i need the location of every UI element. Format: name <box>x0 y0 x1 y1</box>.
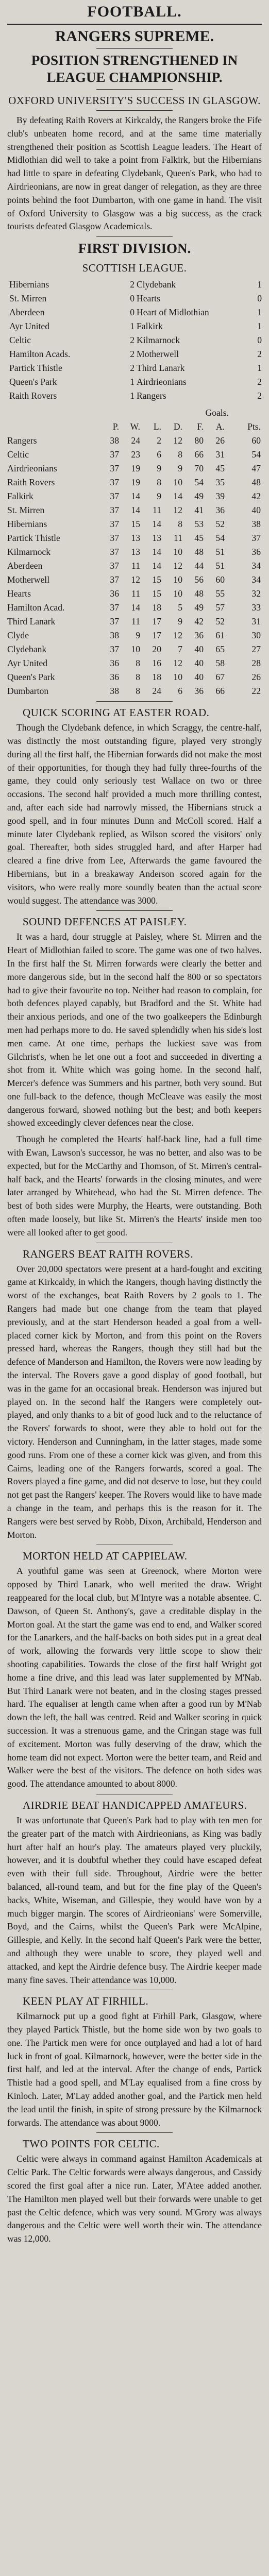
away-team: Heart of Midlothian <box>137 307 209 318</box>
table-cell-w: 8 <box>136 658 140 669</box>
table-cell-l: 14 <box>152 547 161 557</box>
table-cell-a: 52 <box>215 519 225 530</box>
table-cell-f: 54 <box>194 477 204 488</box>
table-cell-a: 67 <box>215 672 225 683</box>
result-row <box>7 375 262 389</box>
table-cell-pts: 30 <box>251 630 261 641</box>
home-score: 1 <box>130 321 134 332</box>
table-row <box>7 503 262 517</box>
league-table <box>7 406 262 698</box>
table-cell-w: 15 <box>131 519 140 530</box>
table-cell-f: 40 <box>194 644 204 655</box>
table-cell-a: 36 <box>215 505 225 516</box>
league-table-body <box>7 434 262 698</box>
report-heading: TWO POINTS FOR CELTIC. <box>23 2138 160 2150</box>
table-row <box>7 517 262 531</box>
table-cell-l: 9 <box>157 463 161 474</box>
home-score: 1 <box>130 391 134 401</box>
table-cell-a: 39 <box>215 491 225 502</box>
table-cell-pts: 26 <box>251 672 261 683</box>
divider <box>7 24 262 25</box>
table-cell-pts: 34 <box>251 561 261 571</box>
table-cell-l: 18 <box>152 602 161 613</box>
table-cell-team: St. Mirren <box>7 505 45 516</box>
away-team: Motherwell <box>137 349 179 360</box>
table-cell-team: Clydebank <box>7 644 47 655</box>
article-column <box>7 3 262 2249</box>
table-cell-f: 40 <box>194 672 204 683</box>
table-cell-a: 61 <box>215 630 225 641</box>
table-row <box>7 476 262 489</box>
away-score: 1 <box>257 321 262 332</box>
table-cell-pts: 28 <box>251 658 261 669</box>
table-cell-f: 49 <box>194 491 204 502</box>
table-cell-f: 36 <box>194 630 204 641</box>
table-cell-p: 37 <box>110 491 119 502</box>
home-team: Celtic <box>9 335 31 346</box>
table-cell-w: 13 <box>131 533 140 544</box>
table-row <box>7 462 262 476</box>
table-row <box>7 601 262 615</box>
table-cell-team: Hibernians <box>7 519 47 530</box>
table-cell-pts: 32 <box>251 588 261 599</box>
table-cell-pts: 36 <box>251 547 261 557</box>
table-cell-f: 56 <box>194 574 204 585</box>
table-cell-p: 37 <box>110 574 119 585</box>
table-cell-w: 12 <box>131 574 140 585</box>
divider <box>96 701 173 702</box>
table-cell-team: Kilmarnock <box>7 547 51 557</box>
section-title: FOOTBALL. <box>87 3 182 20</box>
table-cell-pts: 38 <box>251 519 261 530</box>
table-cell-d: 12 <box>173 630 182 641</box>
table-cell-p: 37 <box>110 616 119 627</box>
table-row <box>7 656 262 670</box>
table-cell-l: 24 <box>152 686 161 697</box>
table-cell-l: 13 <box>152 533 161 544</box>
table-cell-d: 9 <box>178 463 182 474</box>
result-row <box>7 361 262 375</box>
table-cell-d: 10 <box>173 588 182 599</box>
table-cell-pts: 31 <box>251 616 261 627</box>
table-cell-p: 37 <box>110 505 119 516</box>
away-score: 2 <box>257 377 262 387</box>
away-score: 0 <box>257 293 262 304</box>
away-team: Kilmarnock <box>137 335 180 346</box>
table-cell-l: 15 <box>152 574 161 585</box>
table-cell-p: 37 <box>110 449 119 460</box>
table-cell-pts: 27 <box>251 644 261 655</box>
table-cell-w: 14 <box>131 491 140 502</box>
table-cell-a: 54 <box>215 533 225 544</box>
table-cell-w: 8 <box>136 672 140 683</box>
report-paragraph: Celtic were always in command against Hamilton Academicals at Celtic Park. The Celtic forwards were always dangerous, and Cassidy scored the first goal after a nice run. Later, M'Atee added another. The Hamilton men played well but their forwards were unable to get past the Celtic defence, which was very sound. M'Grory was always dangerous and the Celtic were well worth their win. The attendance was 12,000. <box>7 2154 262 2244</box>
table-cell-w: 10 <box>131 644 140 655</box>
table-cell-team: Dumbarton <box>7 686 49 697</box>
home-team: Hibernians <box>9 279 49 290</box>
table-cell-a: 31 <box>215 449 225 460</box>
table-row <box>7 615 262 629</box>
table-cell-d: 10 <box>173 574 182 585</box>
table-cell-w: 19 <box>131 477 140 488</box>
table-cell-w: 9 <box>136 630 140 641</box>
table-cell-w: 19 <box>131 463 140 474</box>
table-cell-p: 37 <box>110 547 119 557</box>
away-team: Rangers <box>137 391 166 401</box>
table-cell-w: 13 <box>131 547 140 557</box>
table-cell-d: 12 <box>173 435 182 446</box>
table-cell-pts: 48 <box>251 477 261 488</box>
report-paragraph: Kilmarnock put up a good fight at Firhill Park, Glasgow, where they played Partick Thistle, but the home side won by two goals to one. The Partick men were for once outplayed and had a lot of hard luck in front of goal. Kilmarnock, however, were the better side in the first half, and led at the interval. After the change of ends, Partick Thistle had a good spell, and M'Lay equalised from a fine cross by Kinloch. Later, M'Lay added another goal, and the Partick men held the lead until the finish, in spite of strong pressure by the Kilmarnock forwards. The attendance was about 9000. <box>7 2011 262 2128</box>
main-headline: RANGERS SUPREME. <box>55 28 214 45</box>
table-cell-pts: 33 <box>251 602 261 613</box>
table-cell-p: 37 <box>110 561 119 571</box>
away-team: Clydebank <box>137 279 176 290</box>
table-cell-d: 10 <box>173 477 182 488</box>
table-cell-a: 55 <box>215 588 225 599</box>
table-cell-d: 8 <box>178 449 182 460</box>
table-cell-w: 8 <box>136 686 140 697</box>
away-team: Hearts <box>137 293 160 304</box>
home-score: 1 <box>130 377 134 387</box>
home-team: Ayr United <box>9 321 50 332</box>
table-cell-p: 37 <box>110 644 119 655</box>
home-team: Aberdeen <box>9 307 45 318</box>
away-score: 1 <box>257 363 262 374</box>
report-paragraph: It was unfortunate that Queen's Park had to play with ten men for the greater part of the match with Airdrieonians, as King was badly hurt after half an hour's play. The amateurs played very pluckily, however, and it is doubtful whether they could have escaped defeat even with their full side. Throughout, Airdrie were the better balanced, all-round team, and but for the fine play of the Queen's backs, White, Wiseman, and Gillespie, they would have won by a much bigger margin. The scores of Airdrieonians' were Somerville, Boyd, and the Cairns, whilst the Queen's Park were McAlpine, Gillespie, and Kelly. In the second half Queen's Park were the better, and although they were unable to score, they played well and attacked, and kept the Airdrie defence busy. The Airdrie keeper made many fine saves. Their attendance was 10,000. <box>7 1815 262 1985</box>
divider <box>96 89 173 90</box>
table-cell-p: 38 <box>110 686 119 697</box>
table-row <box>7 684 262 698</box>
table-cell-a: 52 <box>215 616 225 627</box>
table-cell-pts: 22 <box>251 686 261 697</box>
table-cell-d: 10 <box>173 547 182 557</box>
report-paragraph: Though the Clydebank defence, in which Scraggy, the centre-half, was distinctly the most outstanding figure, played very strongly during all the first half, the Hibernian forwards did not make the most of their opportunities, for though they had fully three-fourths of the game, they could only seriously test Wallace on two or three occasions. The second half provided a much more thrilling contest, and, after each side had narrowly missed, the Hibernians struck a good spell, and in four minutes Dunn and McColl scored. Half a minute later Clydebank replied, as Wilson scored the visitors' only goal. Thereafter, both sides struggled hard, and after Harper had cleared a fine drive from Lee, Afterwards the game favoured the Hibernians, but in a breakaway Anderson scored again for the visitors, who were really more soundly beaten than the actual score would suggest. The attendance was 3000. <box>7 722 262 906</box>
table-cell-p: 37 <box>110 477 119 488</box>
table-row <box>7 489 262 503</box>
table-cell-w: 11 <box>131 561 140 571</box>
table-cell-team: Third Lanark <box>7 616 56 627</box>
table-cell-l: 20 <box>152 644 161 655</box>
table-cell-f: 42 <box>194 616 204 627</box>
away-team: Falkirk <box>137 321 163 332</box>
divider <box>96 48 173 49</box>
table-row <box>7 573 262 587</box>
report-paragraph: It was a hard, dour struggle at Paisley, where St. Mirren and the Heart of Midlothian failed to score. The game was one of two halves. In the first half the St. Mirren forwards were clearly the better and more dangerous side, but in the second half the 800 or so spectators had to give their favourite no top. Neither had reason to complain, for both defences played capably, but Bradford and the St. White had their anxious periods, and one of the two goalkeepers the Edinburgh men had perhaps more to do. He saved splendidly when his side's lost men came. At one time, perhaps the luckiest save was from Gilchrist's, when he let one out a foot and succeeded in diverting a shot from it. White which was going home. In the second half, Mercer's defence was Summers and his partner, both very sound. But one full-back to the defence, though McCleave was easily the most dangerous forward, showed nothing but the best; and both keepers showed exceedingly clever defences near the close. <box>7 931 262 1128</box>
table-cell-w: 24 <box>131 435 140 446</box>
table-cell-l: 14 <box>152 519 161 530</box>
division-title: FIRST DIVISION. <box>78 241 191 257</box>
table-cell-p: 36 <box>110 658 119 669</box>
table-cell-l: 2 <box>157 435 161 446</box>
report-paragraph: Over 20,000 spectators were present at a hard-fought and exciting game at Kirkcaldy, in which the Rangers, though having distinctly the worst of the exchanges, beat Raith Rovers by 2 goals to 1. The Rangers had made but one change from the team that played previously, and at the start Henderson headed a goal from a well-placed corner kick by Morton, and from this point on the Rovers pressed hard, whereas the Rangers, though they still had but the defence of Manderson and Hamilton, the Rovers were now leading by the interval. The Rovers gave a good display of good football, but was in the game for an occasional break. Henderson was injured but played on. In the second half the Rangers were completely out-played, and only thanks to a bit of good luck and to the reluctance of the Rovers' forwards to shoot, were they able to hold out for the victory. Henderson and Cunningham, in the latter stages, made some good runs. From one of these a corner kick was given, and from this Cairns, leading one of the Rangers forwards, scored a goal. The Rovers played a fine game, and did not deserve to lose, but they could not get past the Rangers' keeper. The Rovers would like to have made a change in the team, and perhaps this is the reason for it. The Rangers were best served by Robb, Dixon, Archibald, Henderson and Morton. <box>7 1263 262 1540</box>
table-cell-pts: 54 <box>251 449 261 460</box>
table-cell-f: 80 <box>194 435 204 446</box>
away-score: 1 <box>257 279 262 290</box>
table-cell-d: 7 <box>178 644 182 655</box>
table-cell-team: Aberdeen <box>7 561 43 571</box>
table-cell-l: 17 <box>152 630 161 641</box>
table-cell-pts: 60 <box>251 435 261 446</box>
away-score: 2 <box>257 349 262 360</box>
table-cell-a: 66 <box>215 686 225 697</box>
table-row <box>7 629 262 642</box>
table-cell-f: 45 <box>194 533 204 544</box>
result-row <box>7 347 262 361</box>
table-cell-w: 14 <box>131 505 140 516</box>
table-cell-d: 9 <box>178 616 182 627</box>
home-score: 2 <box>130 279 134 290</box>
home-team: Queen's Park <box>9 377 57 387</box>
divider <box>96 110 173 111</box>
home-team: Hamilton Acads. <box>9 349 71 360</box>
table-cell-w: 14 <box>131 602 140 613</box>
league-table-goals-header <box>7 406 262 420</box>
table-cell-team: Hearts <box>7 588 31 599</box>
table-cell-a: 65 <box>215 644 225 655</box>
result-row <box>7 333 262 347</box>
header-for: F. <box>197 421 204 432</box>
table-cell-a: 26 <box>215 435 225 446</box>
table-cell-d: 6 <box>178 686 182 697</box>
result-row <box>7 319 262 333</box>
table-cell-p: 37 <box>110 533 119 544</box>
table-cell-f: 41 <box>194 505 204 516</box>
away-team: Third Lanark <box>137 363 185 374</box>
table-cell-pts: 34 <box>251 574 261 585</box>
table-cell-team: Motherwell <box>7 574 50 585</box>
report-heading: RANGERS BEAT RAITH ROVERS. <box>23 1247 194 1260</box>
table-cell-p: 36 <box>110 672 119 683</box>
table-cell-d: 12 <box>173 505 182 516</box>
table-cell-d: 14 <box>173 491 182 502</box>
table-row <box>7 642 262 656</box>
home-score: 2 <box>130 363 134 374</box>
table-cell-w: 23 <box>131 449 140 460</box>
results-list <box>7 278 262 403</box>
table-cell-p: 38 <box>110 630 119 641</box>
table-cell-l: 6 <box>157 449 161 460</box>
league-title: SCOTTISH LEAGUE. <box>82 262 187 275</box>
table-cell-d: 11 <box>174 533 182 544</box>
header-played: P. <box>112 421 119 432</box>
secondary-headline: POSITION STRENGTHENED IN LEAGUE CHAMPIONSHIP. <box>31 53 238 85</box>
away-score: 0 <box>257 335 262 346</box>
report-heading: SOUND DEFENCES AT PAISLEY. <box>23 916 187 928</box>
table-cell-pts: 47 <box>251 463 261 474</box>
header-against: A. <box>215 421 225 432</box>
table-cell-d: 12 <box>173 561 182 571</box>
table-cell-a: 51 <box>215 547 225 557</box>
table-cell-f: 40 <box>194 658 204 669</box>
result-row <box>7 278 262 292</box>
table-cell-l: 9 <box>157 491 161 502</box>
table-cell-f: 44 <box>194 561 204 571</box>
result-row <box>7 292 262 306</box>
table-cell-l: 14 <box>152 561 161 571</box>
table-cell-d: 8 <box>178 519 182 530</box>
divider <box>96 236 173 237</box>
table-row <box>7 587 262 601</box>
result-row <box>7 389 262 403</box>
table-cell-f: 53 <box>194 519 204 530</box>
divider <box>96 2132 173 2133</box>
table-row <box>7 545 262 559</box>
table-cell-pts: 40 <box>251 505 261 516</box>
table-cell-f: 49 <box>194 602 204 613</box>
table-cell-a: 35 <box>215 477 225 488</box>
divider <box>96 910 173 911</box>
report-heading: KEEN PLAY AT FIRHILL. <box>23 1995 149 2008</box>
table-cell-team: Queen's Park <box>7 672 55 683</box>
table-row <box>7 448 262 462</box>
table-cell-pts: 42 <box>251 491 261 502</box>
table-cell-team: Partick Thistle <box>7 533 60 544</box>
table-cell-team: Rangers <box>7 435 37 446</box>
home-team: St. Mirren <box>9 293 47 304</box>
home-score: 2 <box>130 335 134 346</box>
home-score: 0 <box>130 293 134 304</box>
report-paragraph: Though he completed the Hearts' half-back line, had a full time with Ewan, Lawson's successor, he was no better, and also was to be expected, but for the McCarthy and Thomson, of St. Mirren's central-half back, and the Hearts' forwards in the closing minutes, and were later arranged by Whitehead, who had the St. Mirren defence. The best of both sides were Murphy, the Hearts, were outstanding. Both often made loosely, but like St. Mirren's the Hearts' inside men too were all looked after to get good. <box>7 1134 262 1238</box>
table-cell-f: 70 <box>194 463 204 474</box>
header-lost: L. <box>153 421 161 432</box>
table-cell-l: 11 <box>153 505 161 516</box>
table-row <box>7 434 262 448</box>
table-cell-f: 48 <box>194 588 204 599</box>
table-cell-p: 37 <box>110 463 119 474</box>
report-heading: AIRDRIE BEAT HANDICAPPED AMATEURS. <box>23 1799 247 1811</box>
header-points: Pts. <box>247 421 261 432</box>
table-row <box>7 559 262 573</box>
goals-header: Goals. <box>205 408 229 418</box>
table-cell-p: 36 <box>110 588 119 599</box>
table-cell-p: 37 <box>110 602 119 613</box>
table-cell-d: 12 <box>173 658 182 669</box>
table-cell-a: 51 <box>215 561 225 571</box>
table-cell-a: 60 <box>215 574 225 585</box>
table-row <box>7 531 262 545</box>
league-table-header <box>7 420 262 434</box>
table-cell-w: 11 <box>131 588 140 599</box>
table-cell-team: Hamilton Acad. <box>7 602 65 613</box>
table-cell-p: 38 <box>110 435 119 446</box>
away-score: 1 <box>257 307 262 318</box>
table-cell-l: 15 <box>152 588 161 599</box>
table-cell-team: Celtic <box>7 449 29 460</box>
report-paragraph: A youthful game was seen at Greenock, where Morton were opposed by Third Lanark, who well merited the draw. Wright reappeared for the local club, but M'Intyre was a notable absentee. C. Dawson, of Queen St. Anthony's, gave a creditable display in the Morton goal. At the start the game was end to end, and Walker scored for the Lanarkers, and the half-backs on both sides put in a great deal of work, allowing the forwards very little scope to show their shooting capabilities. Towards the close of the first half Wright got home a fine drive, and this lead was later supplemented by M'Nab. But Third Lanark were not beaten, and in the closing stages pressed hard. The equaliser at length came when after a good run by M'Nab down the left, the ball was centred. Reid and Walker scoring in quick succession. It was a strenuous game, and the Cringan stage was full of excitement. Morton was fully deserving of the draw, which the home team did not expect. Morton were the better team, and Reid and Walker were the best of the visitors. The defence on both sides was good. The attendance amounted to about 8000. <box>7 1566 262 1789</box>
table-cell-w: 11 <box>131 616 140 627</box>
table-cell-team: Falkirk <box>7 491 33 502</box>
table-cell-l: 17 <box>152 616 161 627</box>
table-cell-a: 57 <box>215 602 225 613</box>
away-score: 2 <box>257 391 262 401</box>
table-cell-a: 45 <box>215 463 225 474</box>
intro-paragraph: By defeating Raith Rovers at Kirkcaldy, the Rangers broke the Fife club's unbeaten home record, and at the same time materially strengthened their position as Scottish League leaders. The Heart of Midlothian did well to take a point from Falkirk, but the Hibernians had little to spare in defeating Clydebank, Queen's Park, who had to Airdrieonians, are now in great danger of relegation, as they are three points behind the foot Dumbarton, with one game in hand. The visit of Oxford University to Glasgow was a big success, as the crack tourists defeated Glasgow Academicals. <box>7 115 262 232</box>
table-cell-team: Raith Rovers <box>7 477 55 488</box>
table-cell-f: 36 <box>194 686 204 697</box>
home-score: 2 <box>130 349 134 360</box>
header-won: W. <box>130 421 140 432</box>
table-cell-f: 48 <box>194 547 204 557</box>
table-cell-a: 58 <box>215 658 225 669</box>
table-cell-f: 66 <box>194 449 204 460</box>
table-row <box>7 670 262 684</box>
header-drawn: D. <box>173 421 182 432</box>
subheadline: OXFORD UNIVERSITY'S SUCCESS IN GLASGOW. <box>8 94 261 107</box>
table-cell-l: 16 <box>152 658 161 669</box>
table-cell-p: 37 <box>110 519 119 530</box>
home-team: Raith Rovers <box>9 391 57 401</box>
match-reports <box>7 701 262 2246</box>
table-cell-team: Airdrieonians <box>7 463 57 474</box>
table-cell-d: 5 <box>178 602 182 613</box>
table-cell-l: 8 <box>157 477 161 488</box>
table-cell-team: Clyde <box>7 630 29 641</box>
home-team: Partick Thistle <box>9 363 62 374</box>
table-cell-d: 10 <box>173 672 182 683</box>
report-heading: MORTON HELD AT CAPPIELAW. <box>23 1550 188 1563</box>
table-cell-l: 18 <box>152 672 161 683</box>
report-heading: QUICK SCORING AT EASTER ROAD. <box>23 706 210 719</box>
home-score: 0 <box>130 307 134 318</box>
table-cell-team: Ayr United <box>7 658 48 669</box>
result-row <box>7 306 262 319</box>
away-team: Airdrieonians <box>137 377 187 387</box>
table-cell-pts: 37 <box>251 533 261 544</box>
